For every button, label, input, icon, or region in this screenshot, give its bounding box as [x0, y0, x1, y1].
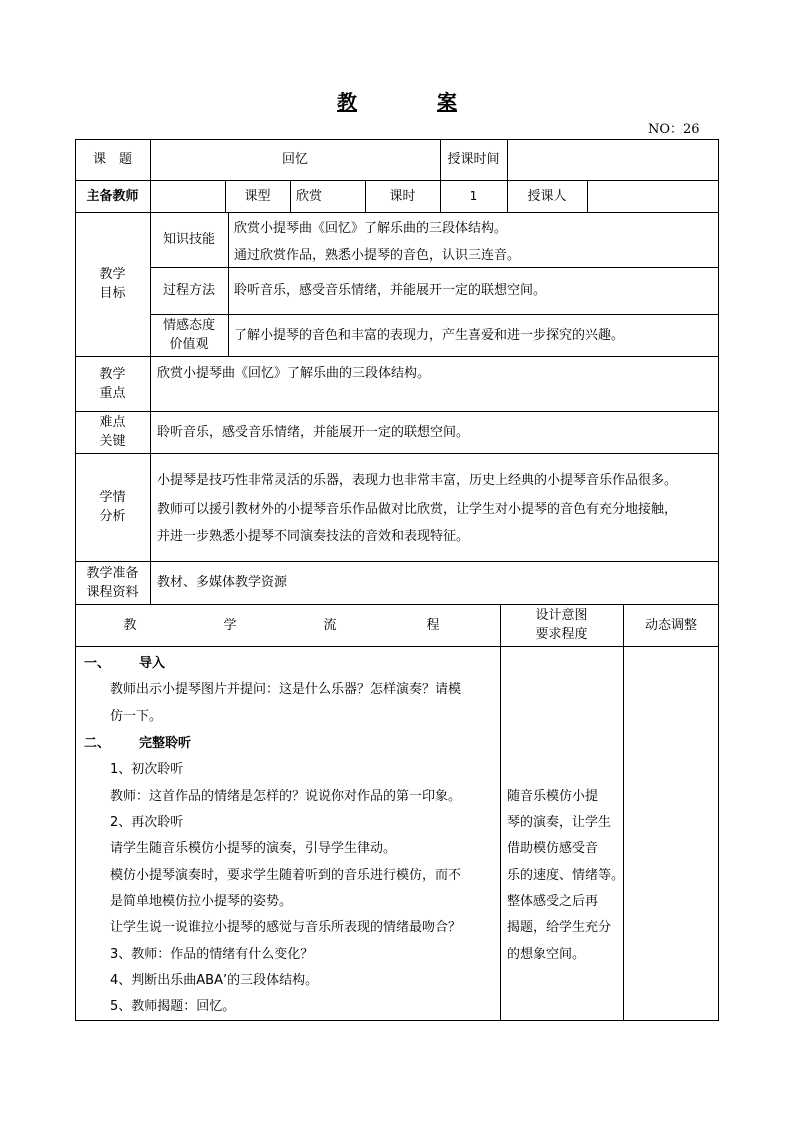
- section-1-number: 一、: [84, 656, 111, 671]
- design-line-1: 随音乐模仿小提: [507, 789, 599, 804]
- section-2-number: 二、: [84, 736, 111, 751]
- flow-header-char-2: 学: [223, 617, 237, 633]
- goals-label-line1: 教学: [99, 267, 126, 282]
- teaching-goals-label: [75, 212, 150, 356]
- lecturer-label: 授课人: [527, 188, 567, 204]
- design-intent-header: [500, 604, 623, 646]
- flow-line-10: 3、教师：作品的情绪有什么变化？: [110, 947, 314, 962]
- flow-line-11: 4、判断出乐曲ABA’的三段体结构。: [110, 973, 319, 988]
- knowledge-line-2: 通过欣赏作品，熟悉小提琴的音色，认识三连音。: [234, 248, 521, 263]
- resources-label-line2: 课程资料: [86, 584, 139, 600]
- emotion-values-label: [150, 314, 228, 356]
- resources-text: 教材、多媒体教学资源: [157, 575, 288, 590]
- resources-label-line1: 教学准备: [86, 565, 139, 581]
- difficulty-text: 聆听音乐，感受音乐情绪，并能展开一定的联想空间。: [157, 424, 470, 440]
- design-line-7: 的想象空间。: [507, 947, 586, 962]
- emotion-label-line2: 价值观: [169, 337, 209, 352]
- focus-label-line1: 教学: [99, 366, 126, 382]
- analysis-label-line2: 分析: [99, 509, 126, 524]
- lesson-hours-value: 1: [469, 188, 478, 203]
- teaching-focus-label: [75, 356, 150, 411]
- emotion-values-text: 了解小提琴的音色和丰富的表现力，产生喜爱和进一步探究的兴趣。: [234, 327, 625, 343]
- process-method-text: 聆听音乐，感受音乐情绪，并能展开一定的联想空间。: [234, 283, 547, 298]
- design-line-5: 整体感受之后再: [507, 894, 599, 909]
- design-header-line1: 设计意图: [535, 608, 588, 623]
- flow-line-2: 仿一下。: [110, 709, 163, 724]
- knowledge-skills-label: 知识技能: [162, 232, 215, 247]
- lead-teacher-value: [150, 180, 225, 212]
- class-time-value: [507, 139, 719, 180]
- title-char-1: 教: [337, 90, 357, 114]
- student-analysis-label: [75, 453, 150, 561]
- lead-teacher-label: 主备教师: [86, 188, 139, 204]
- flow-header-char-4: 程: [426, 617, 440, 633]
- process-method-label: 过程方法: [162, 283, 215, 298]
- course-label: 课 题: [92, 152, 132, 167]
- flow-line-4: 教师：这首作品的情绪是怎样的？说说你对作品的第一印象。: [110, 789, 462, 804]
- flow-header-char-3: 流: [323, 617, 337, 633]
- design-line-6: 揭题，给学生充分: [507, 920, 612, 935]
- knowledge-line-1: 欣赏小提琴曲《回忆》了解乐曲的三段体结构。: [234, 221, 508, 236]
- section-2-title: 完整聆听: [139, 736, 192, 751]
- design-line-3: 借助模仿感受音: [507, 841, 599, 856]
- lecturer-value: [587, 180, 719, 212]
- analysis-label-line1: 学情: [99, 490, 126, 505]
- class-time-label: 授课时间: [447, 152, 500, 167]
- design-line-4: 乐的速度、情绪等。: [507, 868, 625, 883]
- analysis-line-1: 小提琴是技巧性非常灵活的乐器，表现力也非常丰富，历史上经典的小提琴音乐作品很多。: [157, 473, 678, 488]
- lesson-hours-label: 课时: [389, 188, 416, 204]
- dynamic-adjust-header: 动态调整: [644, 617, 697, 633]
- flow-line-3: 1、初次聆听: [110, 762, 184, 777]
- difficulty-label: [75, 411, 150, 453]
- flow-line-5: 2、再次聆听: [110, 815, 184, 830]
- analysis-line-2: 教师可以援引教材外的小提琴音乐作品做对比欣赏，让学生对小提琴的音色有充分地接触，: [157, 502, 678, 517]
- section-1-title: 导入: [139, 656, 166, 671]
- focus-label-line2: 重点: [99, 385, 126, 401]
- flow-line-12: 5、教师揭题：回忆。: [110, 999, 236, 1014]
- flow-line-8: 是简单地模仿拉小提琴的姿势。: [110, 894, 293, 909]
- lesson-type-label: 课型: [244, 188, 271, 204]
- flow-line-6: 请学生随音乐模仿小提琴的演奏，引导学生律动。: [110, 841, 397, 856]
- flow-header-char-1: 教: [123, 617, 137, 633]
- title-char-2: 案: [437, 90, 457, 114]
- resources-label: [75, 561, 150, 604]
- document-title: [0, 86, 794, 115]
- emotion-label-line1: 情感态度: [162, 318, 215, 333]
- course-value: 回忆: [281, 152, 308, 167]
- flow-line-1: 教师出示小提琴图片并提问：这是什么乐器？怎样演奏？请模: [110, 682, 462, 697]
- teaching-focus-text: 欣赏小提琴曲《回忆》了解乐曲的三段体结构。: [157, 366, 431, 381]
- goals-label-line2: 目标: [99, 286, 126, 301]
- analysis-line-3: 并进一步熟悉小提琴不同演奏技法的音效和表现特征。: [157, 529, 470, 544]
- lesson-type-value: 欣赏: [296, 188, 323, 204]
- flow-line-9: 让学生说一说谁拉小提琴的感觉与音乐所表现的情绪最吻合？: [110, 920, 462, 935]
- flow-line-7: 模仿小提琴演奏时，要求学生随着听到的音乐进行模仿，而不: [110, 868, 462, 883]
- design-line-2: 琴的演奏，让学生: [507, 815, 612, 830]
- difficulty-label-line1: 难点: [99, 415, 126, 430]
- design-header-line2: 要求程度: [535, 627, 588, 642]
- difficulty-label-line2: 关键: [99, 434, 126, 449]
- lesson-number: NO：26: [648, 122, 700, 137]
